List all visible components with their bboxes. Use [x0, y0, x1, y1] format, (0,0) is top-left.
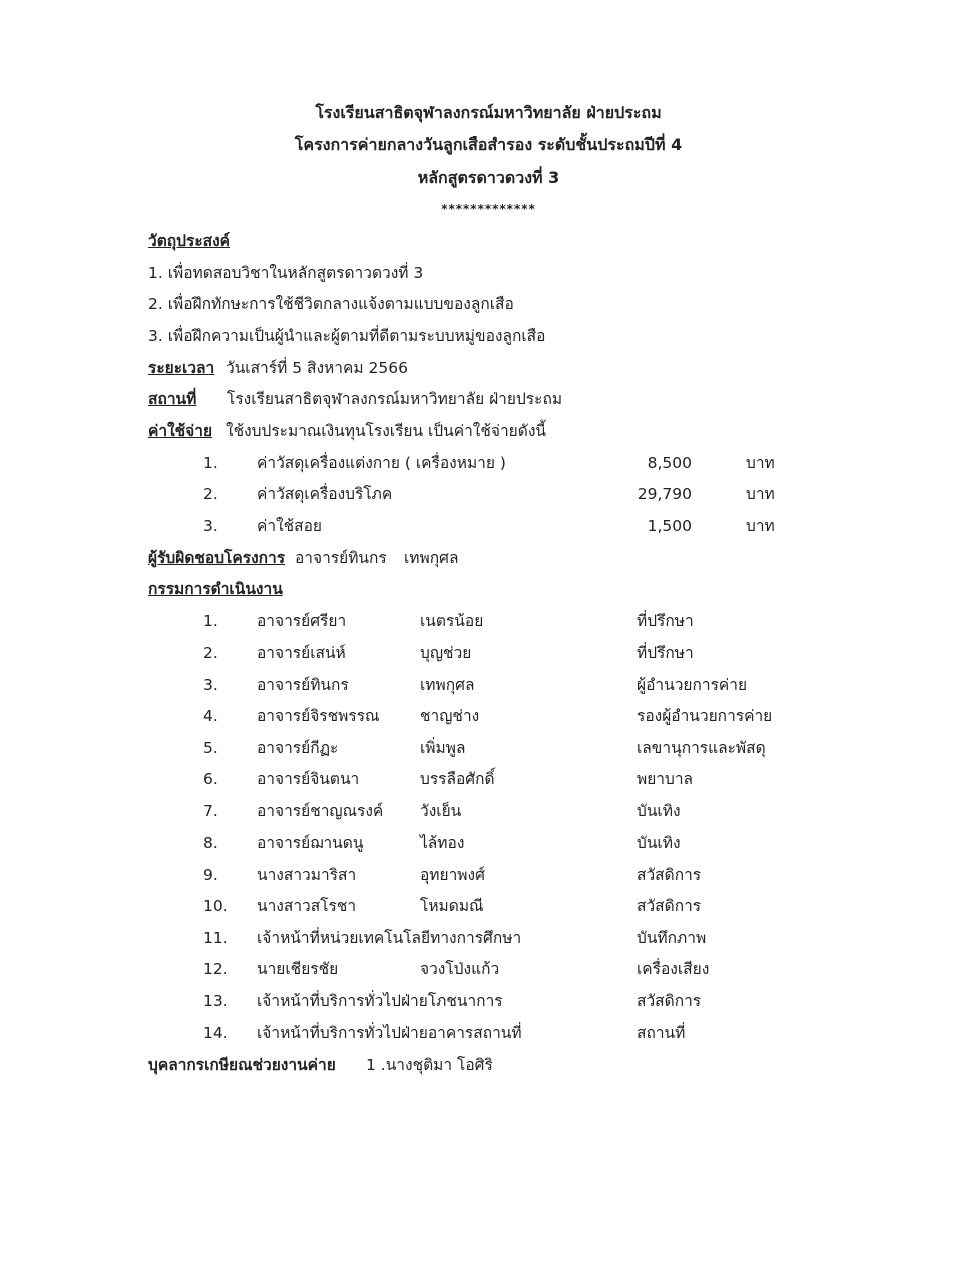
expense-unit: บาท: [746, 517, 775, 535]
expense-amount: 1,500: [647, 517, 692, 535]
member-surname: เนตรน้อย: [420, 612, 484, 630]
expense-desc: ค่าวัสดุเครื่องบริโภค: [257, 485, 393, 503]
expense-no: 3.: [203, 517, 218, 535]
stars-divider: *************: [441, 202, 536, 216]
expenses-label: ค่าใช้จ่าย: [148, 422, 213, 440]
member-surname: โหมดมณี: [420, 897, 484, 915]
expense-desc: ค่าวัสดุเครื่องแต่งกาย ( เครื่องหมาย ): [257, 454, 506, 472]
member-name: นางสาวมาริสา: [257, 866, 357, 884]
member-no: 5.: [203, 739, 218, 757]
member-no: 14.: [203, 1024, 228, 1042]
title-school: โรงเรียนสาธิตจุฬาลงกรณ์มหาวิทยาลัย ฝ่ายประถม: [315, 103, 662, 122]
member-role: สถานที่: [637, 1024, 686, 1042]
expense-amount: 29,790: [637, 485, 692, 503]
retired-label: บุคลากรเกษียณช่วยงานค่าย: [148, 1056, 336, 1074]
committee-heading: กรรมการดำเนินงาน: [148, 580, 283, 598]
responsible-first: อาจารย์ทินกร: [295, 549, 387, 567]
member-name: อาจารย์จิรชพรรณ: [257, 707, 380, 725]
member-role: ที่ปรึกษา: [637, 612, 694, 630]
member-name: อาจารย์ชาญณรงค์: [257, 802, 384, 820]
member-name: อาจารย์ฌานดนู: [257, 834, 364, 852]
member-surname: เทพกุศล: [420, 676, 475, 694]
member-surname: อุทยาพงศ์: [420, 866, 485, 884]
member-no: 3.: [203, 676, 218, 694]
member-role: บันเทิง: [637, 802, 681, 820]
member-role: สวัสดิการ: [637, 992, 702, 1010]
member-surname: บุญช่วย: [420, 644, 472, 662]
member-name: อาจารย์ทินกร: [257, 676, 349, 694]
responsible-last: เทพกุศล: [404, 549, 459, 567]
location-value: โรงเรียนสาธิตจุฬาลงกรณ์มหาวิทยาลัย ฝ่ายประถม: [227, 390, 563, 408]
member-no: 12.: [203, 960, 228, 978]
member-surname: ชาญช่าง: [420, 707, 480, 725]
member-name: นายเชียรชัย: [257, 960, 339, 978]
title-project: โครงการค่ายกลางวันลูกเสือสำรอง ระดับชั้นประถมปีที่ 4: [294, 135, 683, 154]
title-course: หลักสูตรดาวดวงที่ 3: [417, 168, 560, 187]
expense-no: 2.: [203, 485, 218, 503]
member-name: อาจารย์ศรียา: [257, 612, 347, 630]
member-role: เลขานุการและพัสดุ: [637, 739, 766, 757]
member-no: 11.: [203, 929, 228, 947]
member-role: สวัสดิการ: [637, 866, 702, 884]
member-surname: ไล้ทอง: [420, 834, 465, 852]
member-name: อาจารย์กีฏะ: [257, 739, 339, 757]
member-name: เจ้าหน้าที่หน่วยเทคโนโลยีทางการศึกษา: [257, 929, 522, 947]
retired-value: 1 .นางชุติมา โอศิริ: [366, 1056, 493, 1074]
member-no: 13.: [203, 992, 228, 1010]
member-role: บันทึกภาพ: [637, 929, 707, 947]
member-name: อาจารย์เสน่ห์: [257, 644, 346, 662]
expense-desc: ค่าใช้สอย: [257, 517, 323, 535]
member-role: ผู้อำนวยการค่าย: [637, 676, 748, 694]
member-role: พยาบาล: [637, 770, 694, 788]
duration-label: ระยะเวลา: [148, 359, 215, 377]
responsible-label: ผู้รับผิดชอบโครงการ: [148, 549, 286, 567]
member-no: 8.: [203, 834, 218, 852]
member-no: 4.: [203, 707, 218, 725]
objective-item: 1. เพื่อทดสอบวิชาในหลักสูตรดาวดวงที่ 3: [148, 264, 424, 282]
member-role: รองผู้อำนวยการค่าย: [637, 707, 773, 725]
member-role: เครื่องเสียง: [637, 960, 710, 978]
member-no: 9.: [203, 866, 218, 884]
expense-unit: บาท: [746, 454, 775, 472]
objective-item: 2. เพื่อฝึกทักษะการใช้ชีวิตกลางแจ้งตามแบบของลูกเสือ: [148, 295, 514, 313]
member-no: 6.: [203, 770, 218, 788]
member-role: ที่ปรึกษา: [637, 644, 694, 662]
expense-no: 1.: [203, 454, 218, 472]
member-surname: เพิ่มพูล: [420, 739, 466, 757]
expense-unit: บาท: [746, 485, 775, 503]
location-label: สถานที่: [148, 390, 197, 408]
member-name: นางสาวสโรชา: [257, 897, 357, 915]
member-surname: วังเย็น: [420, 802, 462, 820]
expenses-intro: ใช้งบประมาณเงินทุนโรงเรียน เป็นค่าใช้จ่ายดังนี้: [226, 422, 546, 440]
member-name: อาจารย์จินตนา: [257, 770, 360, 788]
member-surname: จวงโป่งแก้ว: [420, 960, 500, 978]
member-no: 10.: [203, 897, 228, 915]
member-no: 2.: [203, 644, 218, 662]
member-no: 1.: [203, 612, 218, 630]
objectives-heading: วัตถุประสงค์: [148, 232, 231, 250]
objective-item: 3. เพื่อฝึกความเป็นผู้นำและผู้ตามที่ดีตามระบบหมู่ของลูกเสือ: [148, 327, 546, 345]
member-no: 7.: [203, 802, 218, 820]
expense-amount: 8,500: [647, 454, 692, 472]
member-name: เจ้าหน้าที่บริการทั่วไปฝ่ายโภชนาการ: [257, 992, 503, 1010]
member-role: บันเทิง: [637, 834, 681, 852]
member-role: สวัสดิการ: [637, 897, 702, 915]
duration-value: วันเสาร์ที่ 5 สิงหาคม 2566: [226, 359, 408, 377]
member-name: เจ้าหน้าที่บริการทั่วไปฝ่ายอาคารสถานที่: [257, 1024, 522, 1042]
member-surname: บรรลือศักดิ์: [420, 770, 495, 788]
